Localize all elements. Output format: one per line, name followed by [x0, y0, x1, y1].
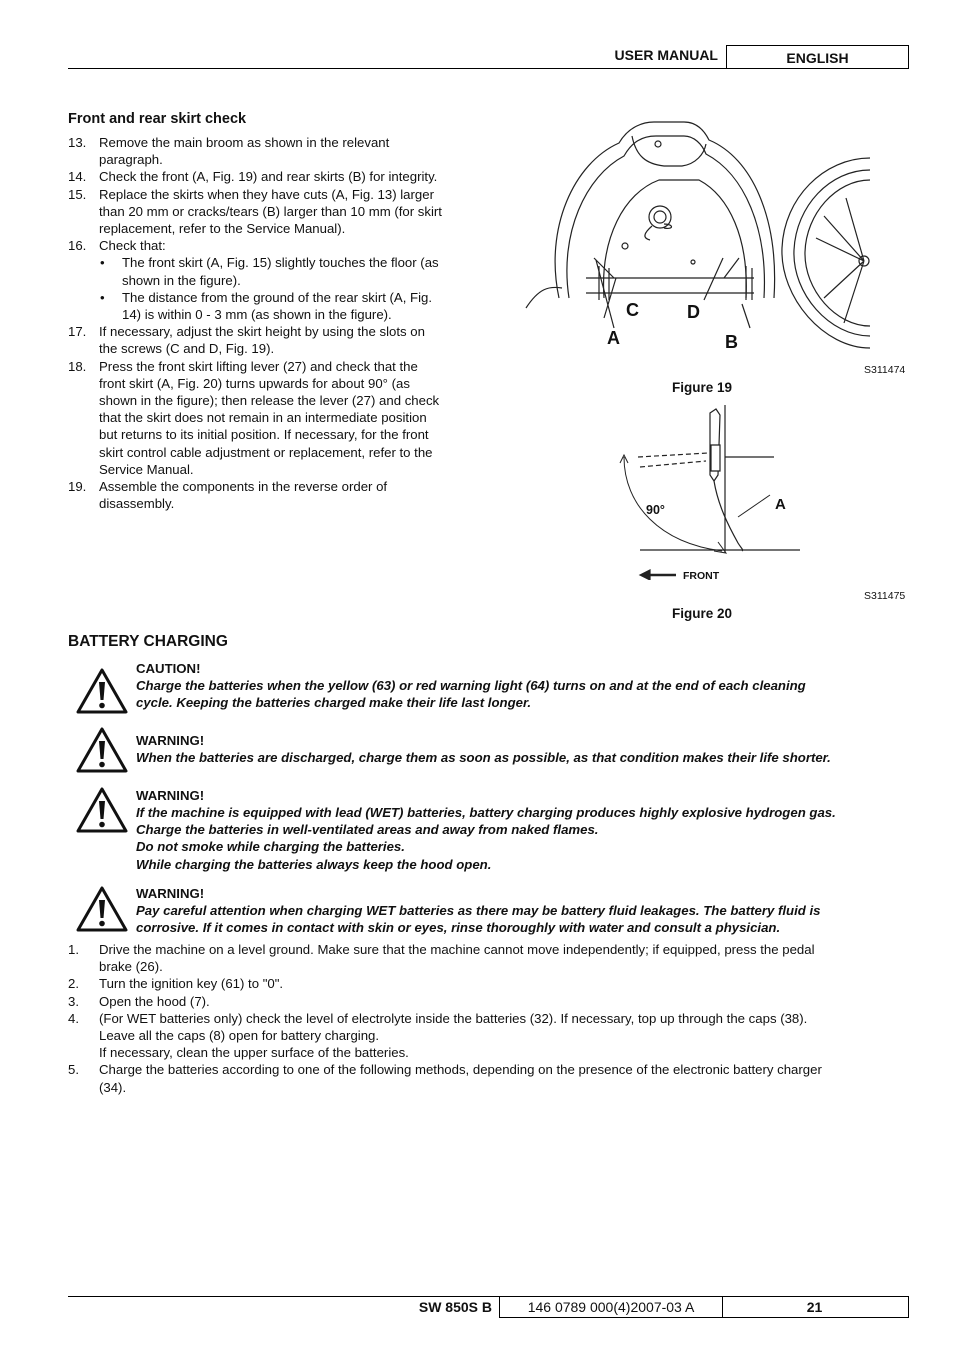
front-arrow-head	[640, 570, 650, 580]
step-number: 17.	[68, 324, 87, 340]
bullet-glyph: •	[100, 289, 105, 305]
step-line: Check the front (A, Fig. 19) and rear skirts (B) for integrity.	[99, 169, 438, 185]
header-manual-label: USER MANUAL	[614, 47, 718, 63]
footer-document-code: 146 0789 000(4)2007-03 A	[499, 1297, 723, 1318]
skirt-curve	[714, 481, 743, 551]
step-number: 19.	[68, 479, 87, 495]
raised-skirt-dashed-2	[640, 461, 706, 467]
step-number: 5.	[68, 1062, 79, 1078]
sub-bullet-item	[99, 289, 488, 323]
step-line: Open the hood (7).	[99, 993, 210, 1009]
step-line: Replace the skirts when they have cuts (A, Fig. 13) larger	[99, 186, 434, 202]
step-line: If necessary, clean the upper surface of the batteries.	[99, 1045, 409, 1061]
figure-20-drawing	[610, 405, 810, 580]
figure-20-angle-label: 90°	[646, 503, 665, 517]
warning-line: Charge the batteries when the yellow (63) or red warning light (64) turns on and at the end of each cleaning	[136, 678, 806, 693]
step-number: 18.	[68, 358, 87, 374]
battery-step-4	[68, 1010, 918, 1062]
step-line: Press the front skirt lifting lever (27) and check that the	[99, 358, 418, 374]
step-number: 3.	[68, 993, 79, 1009]
skirt-step-18	[68, 358, 488, 478]
step-line: Check that:	[99, 238, 166, 254]
skirt-step-13	[68, 134, 488, 168]
figure-19-label-d: D	[687, 302, 700, 322]
battery-step-1	[68, 941, 918, 975]
figure-19-drawing	[524, 118, 874, 358]
wheel	[782, 158, 870, 348]
warning-line: If the machine is equipped with lead (WET) batteries, battery charging produces highly explosive hydrogen gas.	[136, 805, 836, 820]
step-number: 4.	[68, 1010, 79, 1026]
footer-model: SW 850S B	[418, 1299, 492, 1315]
footer-page-number: 21	[721, 1297, 909, 1318]
step-line: (For WET batteries only) check the level of electrolyte inside the batteries (32). If necessary, top up through the caps (38).	[99, 1010, 808, 1026]
step-number: 13.	[68, 135, 87, 150]
warning-title: WARNING!	[136, 733, 205, 748]
header-rule	[68, 68, 909, 69]
sub-bullet-item	[99, 254, 488, 288]
step-number: 15.	[68, 186, 87, 202]
step-line: Drive the machine on a level ground. Make sure that the machine cannot move independently; if equipped, press the pedal	[99, 942, 815, 957]
warning-line: Do not smoke while charging the batteries.	[136, 839, 405, 855]
step-line: Assemble the components in the reverse order of	[99, 479, 388, 495]
skirt-step-17	[68, 323, 488, 357]
step-line: than 20 mm or cracks/tears (B) larger than 10 mm (for skirt	[99, 203, 442, 219]
step-line: Service Manual.	[99, 461, 194, 477]
figure-20-code: S311475	[864, 590, 906, 602]
figure-19-label-b: B	[725, 332, 738, 352]
warning-text	[136, 902, 911, 936]
caution-text	[136, 677, 911, 711]
step-number: 2.	[68, 976, 79, 992]
step-line: disassembly.	[99, 496, 175, 512]
skirt-step-14	[68, 168, 488, 185]
warning-text	[136, 804, 911, 873]
step-line: skirt control cable adjustment or replacement, refer to the	[99, 444, 433, 460]
step-line: If necessary, adjust the skirt height by using the slots on	[99, 324, 425, 340]
skirt-steps-list	[68, 134, 488, 512]
step-line: Leave all the caps (8) open for battery charging.	[99, 1028, 380, 1044]
battery-step-5	[68, 1061, 918, 1095]
broom-housing	[526, 122, 775, 308]
step-line: Turn the ignition key (61) to "0".	[99, 976, 284, 992]
step-line: Remove the main broom as shown in the relevant	[99, 135, 390, 150]
skirt-section-title: Front and rear skirt check	[68, 111, 247, 127]
caution-title: CAUTION!	[136, 661, 201, 676]
skirt-step-19	[68, 478, 488, 512]
step-number: 16.	[68, 238, 87, 254]
warning-line: When the batteries are discharged, charge them as soon as possible, as that condition makes their life shorter.	[136, 750, 831, 765]
figure-19-caption: Figure 19	[672, 380, 733, 395]
step-line: The front skirt (A, Fig. 15) slightly touches the floor (as	[122, 255, 439, 271]
skirt-step-16	[68, 237, 488, 323]
step-line: that the skirt does not remain in an intermediate position	[99, 410, 427, 426]
figure-19-code: S311474	[864, 364, 906, 376]
step-line: Charge the batteries according to one of the following methods, depending on the presence of the electronic battery charger	[99, 1062, 822, 1078]
arc-arrowhead-bottom	[714, 542, 726, 553]
step-number: 1.	[68, 942, 79, 957]
battery-steps-list	[68, 941, 918, 1096]
warning-text	[136, 749, 911, 766]
skirt-clamp	[711, 445, 720, 471]
warning-line: Pay careful attention when charging WET batteries as there may be battery fluid leakages. The battery fluid is	[136, 903, 821, 918]
figure-20-front-label: FRONT	[683, 570, 720, 582]
step-line: replacement, refer to the Service Manual).	[99, 221, 346, 237]
step-line: but returns to its initial position. If necessary, for the front	[99, 427, 429, 443]
header-language-box: ENGLISH	[726, 45, 909, 68]
warning-title: WARNING!	[136, 788, 205, 803]
battery-step-2	[68, 975, 918, 992]
warning-triangle-icon	[76, 787, 128, 833]
step-number: 14.	[68, 169, 87, 185]
warning-triangle-icon	[76, 886, 128, 932]
warning-line: corrosive. If it comes in contact with skin or eyes, rinse thoroughly with water and consult a physician.	[136, 920, 781, 936]
figure-19-label-c: C	[626, 300, 639, 320]
warning-line: cycle. Keeping the batteries charged make their life last longer.	[136, 695, 532, 711]
step-line: shown in the figure); then release the lever (27) and check	[99, 393, 440, 409]
figure-20-label-a: A	[775, 496, 786, 513]
skirt-step-15	[68, 186, 488, 238]
warning-title: WARNING!	[136, 886, 205, 901]
step-line: brake (26).	[99, 959, 163, 975]
bullet-glyph: •	[100, 255, 105, 271]
battery-section-title: BATTERY CHARGING	[68, 633, 228, 650]
callout-a-line	[738, 495, 770, 517]
battery-step-3	[68, 993, 918, 1010]
step-line: The distance from the ground of the rear skirt (A, Fig.	[122, 289, 433, 305]
figure-19-label-a: A	[607, 328, 620, 348]
step-line: (34).	[99, 1079, 127, 1095]
step-line: 14) is within 0 - 3 mm (as shown in the figure).	[122, 307, 392, 323]
figure-20-caption: Figure 20	[672, 606, 733, 621]
step-line: the screws (C and D, Fig. 19).	[99, 341, 275, 357]
warning-triangle-icon	[76, 668, 128, 714]
warning-triangle-icon	[76, 727, 128, 773]
step-line: paragraph.	[99, 152, 163, 168]
warning-line: Charge the batteries in well-ventilated areas and away from naked flames.	[136, 822, 599, 838]
angle-arc	[624, 457, 722, 551]
warning-line: While charging the batteries always keep the hood open.	[136, 856, 492, 872]
raised-skirt-dashed	[638, 453, 708, 457]
step-line: shown in the figure).	[122, 272, 241, 288]
step-line: front skirt (A, Fig. 20) turns upwards for about 90° (as	[99, 375, 410, 391]
